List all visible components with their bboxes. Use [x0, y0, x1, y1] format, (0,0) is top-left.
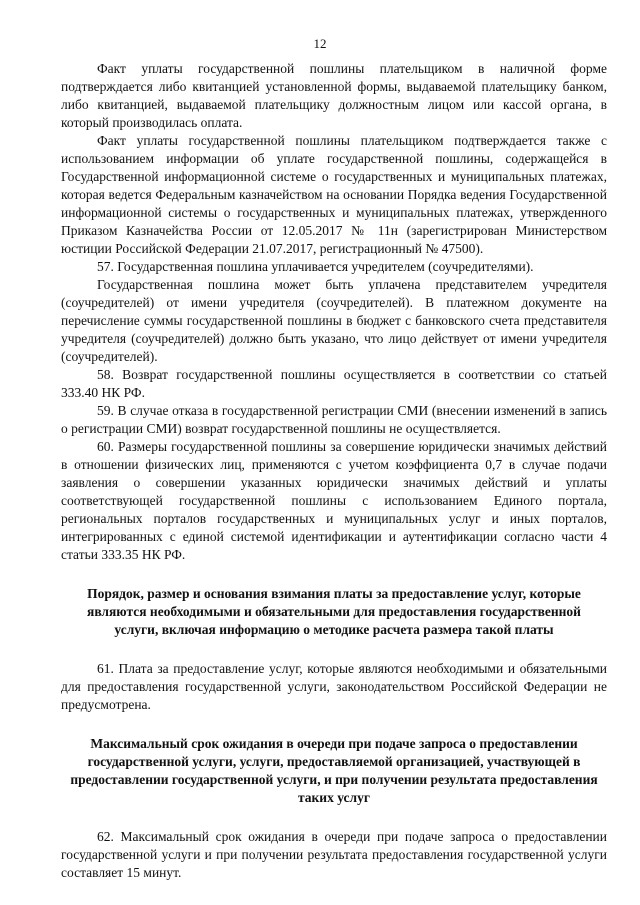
paragraph-payment-gis: Факт уплаты государственной пошлины плательщиком подтверждается также с использованием информации об уплате государственной пошлины, содержащейся в Государственной информационной системе о государственных и муниципальных платежах, которая ведется Федеральным казначейством на основании Порядка ведения Государственной информационной системы о государственных и муниципальных платежах, утвержденного Приказом Казначейства России от 12.05.2017 № 11н (зарегистрирован Министерством юстиции Российской Федерации 21.07.2017, регистрационный № 47500). — [61, 133, 607, 256]
page-number: 12 — [313, 36, 327, 51]
section-heading-queue-time: Максимальный срок ожидания в очереди при подаче запроса о предоставлении государственной услуги, услуги, предоставляемой организацией, участвующей в предоставлении государственной услуги, и при получении результата предоставления таких услуг — [70, 736, 598, 805]
paragraph-59: 59. В случае отказа в государственной регистрации СМИ (внесении изменений в запись о регистрации СМИ) возврат государственной пошлины не осуществляется. — [61, 403, 607, 436]
paragraph-57-representative: Государственная пошлина может быть уплачена представителем учредителя (соучредителей) от имени учредителя (соучредителей). В платежном документе на перечисление суммы государственной пошлины в бюджет с банковского счета представителя учредителя (соучредителей) должно быть указано, что лицо действует от имени учредителя (соучредителей). — [61, 277, 607, 364]
paragraph-61: 61. Плата за предоставление услуг, которые являются необходимыми и обязательными для предоставления государственной услуги, законодательством Российской Федерации не предусмотрена. — [61, 661, 607, 712]
paragraph-62: 62. Максимальный срок ожидания в очереди при подаче запроса о предоставлении государственной услуги и при получении результата предоставления государственной услуги составляет 15 минут. — [61, 829, 607, 880]
section-heading-fees: Порядок, размер и основания взимания платы за предоставление услуг, которые являются необходимыми и обязательными для предоставления государственной услуги, включая информацию о методике расчета размера такой платы — [87, 586, 581, 637]
paragraph-57: 57. Государственная пошлина уплачивается учредителем (соучредителями). — [97, 259, 534, 274]
document-body — [61, 60, 607, 882]
paragraph-58: 58. Возврат государственной пошлины осуществляется в соответствии со статьей 333.40 НК РФ. — [61, 367, 607, 400]
paragraph-payment-cash: Факт уплаты государственной пошлины плательщиком в наличной форме подтверждается либо квитанцией установленной формы, выдаваемой плательщику банком, либо квитанцией, выдаваемой плательщику должностным лицом или кассой органа, в который производилась оплата. — [61, 61, 607, 130]
paragraph-60: 60. Размеры государственной пошлины за совершение юридически значимых действий в отношении физических лиц, применяются с учетом коэффициента 0,7 в случае подачи заявления о совершении указанных юридически значимых действий и уплаты соответствующей государственной пошлины с использованием Единого портала, региональных порталов государственных и муниципальных услуг и иных порталов, интегрированных с единой системой идентификации и аутентификации согласно части 4 статьи 333.35 НК РФ. — [61, 439, 607, 562]
